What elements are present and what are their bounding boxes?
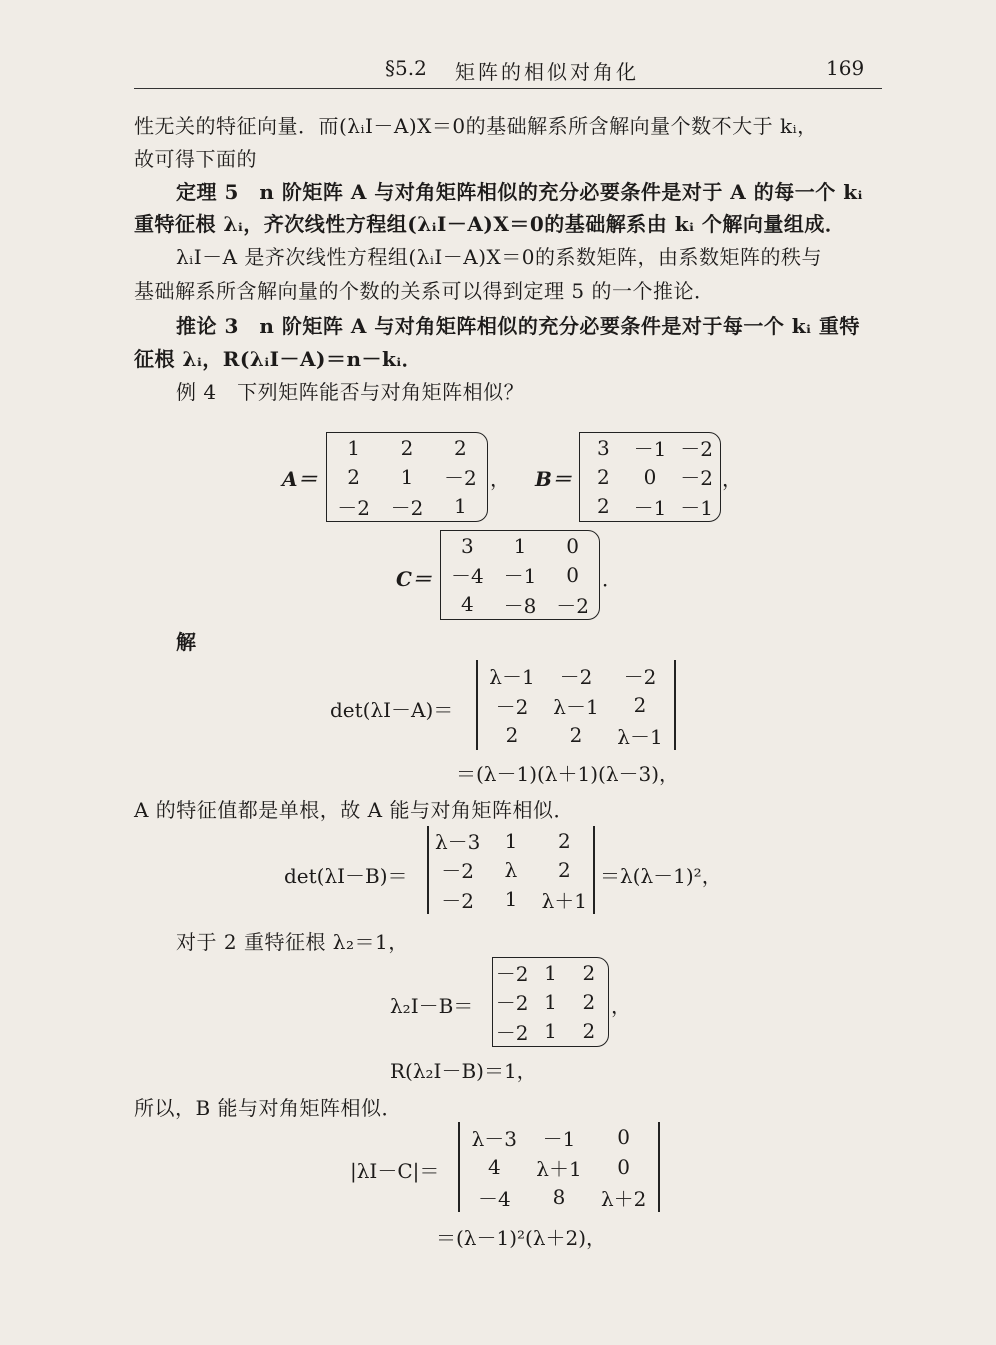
matrix-cell: －2 (495, 1020, 529, 1045)
matrix-C-label: C＝ (396, 567, 432, 591)
matrix-cell: －2 (623, 664, 657, 689)
matrix-cell: 1 (544, 960, 557, 985)
matrix-cell: －4 (477, 1186, 511, 1211)
matrix-cell: 2 (582, 1019, 596, 1044)
matrix-cell: 2 (633, 693, 647, 717)
paragraph-line: 性无关的特征向量．而(λᵢI－A)X＝0的基础解系所含解向量个数不大于 kᵢ， (134, 114, 818, 138)
det-C-matrix (462, 1122, 656, 1212)
matrix-C-suffix: ． (602, 567, 622, 591)
matrix-cell: 1 (400, 464, 414, 489)
solution-label: 解 (176, 630, 197, 654)
matrix-cell: －2 (495, 962, 529, 987)
matrix-cell: 2 (582, 960, 596, 985)
matrix-cell: 0 (566, 562, 580, 587)
matrix-cell: λ－1 (553, 694, 599, 719)
matrix-cell: －4 (450, 564, 484, 589)
matrix-B-suffix: ， (722, 467, 742, 491)
det-A-result: ＝(λ－1)(λ＋1)(λ－3)， (456, 762, 680, 786)
matrix-cell: －2 (680, 466, 714, 491)
matrix-cell: －1 (680, 495, 714, 520)
L2B-suffix: ， (611, 994, 631, 1018)
matrix-A-suffix: ， (490, 467, 510, 491)
matrix-cell: λ＋1 (541, 888, 588, 913)
det-C-label: |λI－C|＝ (350, 1159, 440, 1183)
det-C-result: ＝(λ－1)²(λ＋2)， (436, 1226, 607, 1250)
matrix-cell: 2 (557, 857, 571, 882)
paragraph-line: 对于 2 重特征根 λ₂＝1， (176, 930, 409, 954)
matrix-cell: λ－1 (489, 664, 535, 689)
det-A-label: det(λI－A)＝ (330, 698, 454, 722)
matrix-cell: 2 (453, 435, 467, 460)
matrix-cell: －2 (495, 694, 529, 719)
det-bar-right (658, 1122, 660, 1212)
matrix-cell: －2 (337, 495, 371, 520)
matrix-cell: 1 (504, 887, 518, 912)
matrix-cell: －1 (633, 437, 667, 462)
matrix-cell: 2 (596, 464, 610, 489)
matrix-cell: －8 (503, 593, 537, 618)
matrix-cell: 2 (347, 464, 361, 489)
matrix-cell: 1 (544, 989, 557, 1014)
matrix-cell: 0 (617, 1125, 631, 1149)
matrix-cell: 2 (557, 828, 571, 853)
det-bar-right (674, 660, 676, 750)
corollary-3-line: 推论 3 n 阶矩阵 A 与对角矩阵相似的充分必要条件是对于每一个 kᵢ 重特 (176, 314, 860, 338)
det-bar-left (458, 1122, 460, 1212)
det-bar-left (476, 660, 478, 750)
matrix-cell: 2 (505, 723, 519, 747)
matrix-B-label: B＝ (535, 467, 572, 491)
matrix-cell: 0 (617, 1155, 631, 1179)
matrix-cell: －2 (680, 437, 714, 462)
corollary-3-line: 征根 λᵢ，R(λᵢI－A)＝n－kᵢ． (134, 347, 423, 371)
matrix-cell: 2 (569, 723, 583, 747)
matrix-cell: λ (504, 857, 518, 882)
matrix-A (326, 432, 488, 522)
det-bar-right (593, 826, 595, 914)
matrix-cell: 1 (504, 828, 518, 853)
matrix-cell: －2 (441, 888, 475, 913)
matrix-cell: 1 (347, 435, 361, 460)
matrix-cell: 1 (513, 533, 527, 558)
section-number: §5.2 (385, 56, 427, 80)
det-B-result: ＝λ(λ－1)²， (600, 864, 722, 888)
det-B-label: det(λI－B)＝ (284, 864, 408, 888)
matrix-C (440, 530, 600, 620)
matrix-cell: －2 (390, 495, 424, 520)
matrix-cell: －1 (542, 1126, 576, 1151)
matrix-cell: 3 (596, 435, 610, 460)
matrix-cell: λ＋1 (536, 1156, 582, 1181)
paragraph-line: λᵢI－A 是齐次线性方程组(λᵢI－A)X＝0的系数矩阵，由系数矩阵的秩与 (176, 245, 823, 269)
matrix-cell: 2 (400, 435, 414, 460)
matrix-A-label: A＝ (282, 467, 318, 491)
matrix-cell: 2 (582, 989, 596, 1014)
matrix-cell: λ－3 (434, 830, 481, 855)
paragraph-line: 基础解系所含解向量的个数的关系可以得到定理 5 的一个推论． (134, 279, 715, 303)
matrix-cell: －2 (495, 991, 529, 1016)
matrix-cell: 8 (552, 1185, 566, 1209)
matrix-cell: －2 (443, 466, 477, 491)
det-bar-left (427, 826, 429, 914)
matrix-B (579, 432, 721, 522)
matrix-cell: 3 (460, 533, 474, 558)
matrix-cell: －2 (556, 593, 590, 618)
example-4-heading: 例 4 下列矩阵能否与对角矩阵相似？ (176, 380, 525, 404)
matrix-cell: λ－3 (471, 1126, 518, 1151)
L2B-label: λ₂I－B＝ (390, 994, 474, 1018)
page-number: 169 (826, 56, 865, 80)
theorem-5-line: 定理 5 n 阶矩阵 A 与对角矩阵相似的充分必要条件是对于 A 的每一个 kᵢ (176, 180, 863, 204)
det-B-matrix (431, 826, 591, 914)
matrix-cell: 4 (487, 1155, 501, 1179)
header-rule (134, 88, 882, 89)
matrix-cell: λ＋2 (600, 1186, 647, 1211)
matrix-cell: 1 (453, 494, 467, 519)
matrix-cell: 0 (643, 464, 657, 489)
paragraph-line: 故可得下面的 (134, 147, 257, 171)
theorem-5-line: 重特征根 λᵢ，齐次线性方程组(λᵢI－A)X＝0的基础解系由 kᵢ 个解向量组成． (134, 212, 846, 236)
matrix-cell: －2 (441, 859, 475, 884)
paragraph-line: 所以，B 能与对角矩阵相似． (134, 1096, 403, 1120)
rank-L2B: R(λ₂I－B)＝1， (390, 1059, 537, 1083)
matrix-cell: 1 (544, 1019, 557, 1044)
matrix-cell: －1 (633, 495, 667, 520)
section-title: 矩阵的相似对角化 (455, 60, 639, 84)
matrix-cell: 0 (566, 533, 580, 558)
matrix-cell: 2 (596, 494, 610, 519)
matrix-cell: －1 (503, 564, 537, 589)
matrix-cell: －2 (559, 664, 593, 689)
matrix-cell: 4 (460, 592, 474, 617)
L2B-matrix (492, 957, 609, 1047)
paragraph-line: A 的特征值都是单根，故 A 能与对角矩阵相似． (134, 798, 574, 822)
det-A-matrix (480, 660, 672, 750)
matrix-cell: λ－1 (617, 724, 663, 749)
